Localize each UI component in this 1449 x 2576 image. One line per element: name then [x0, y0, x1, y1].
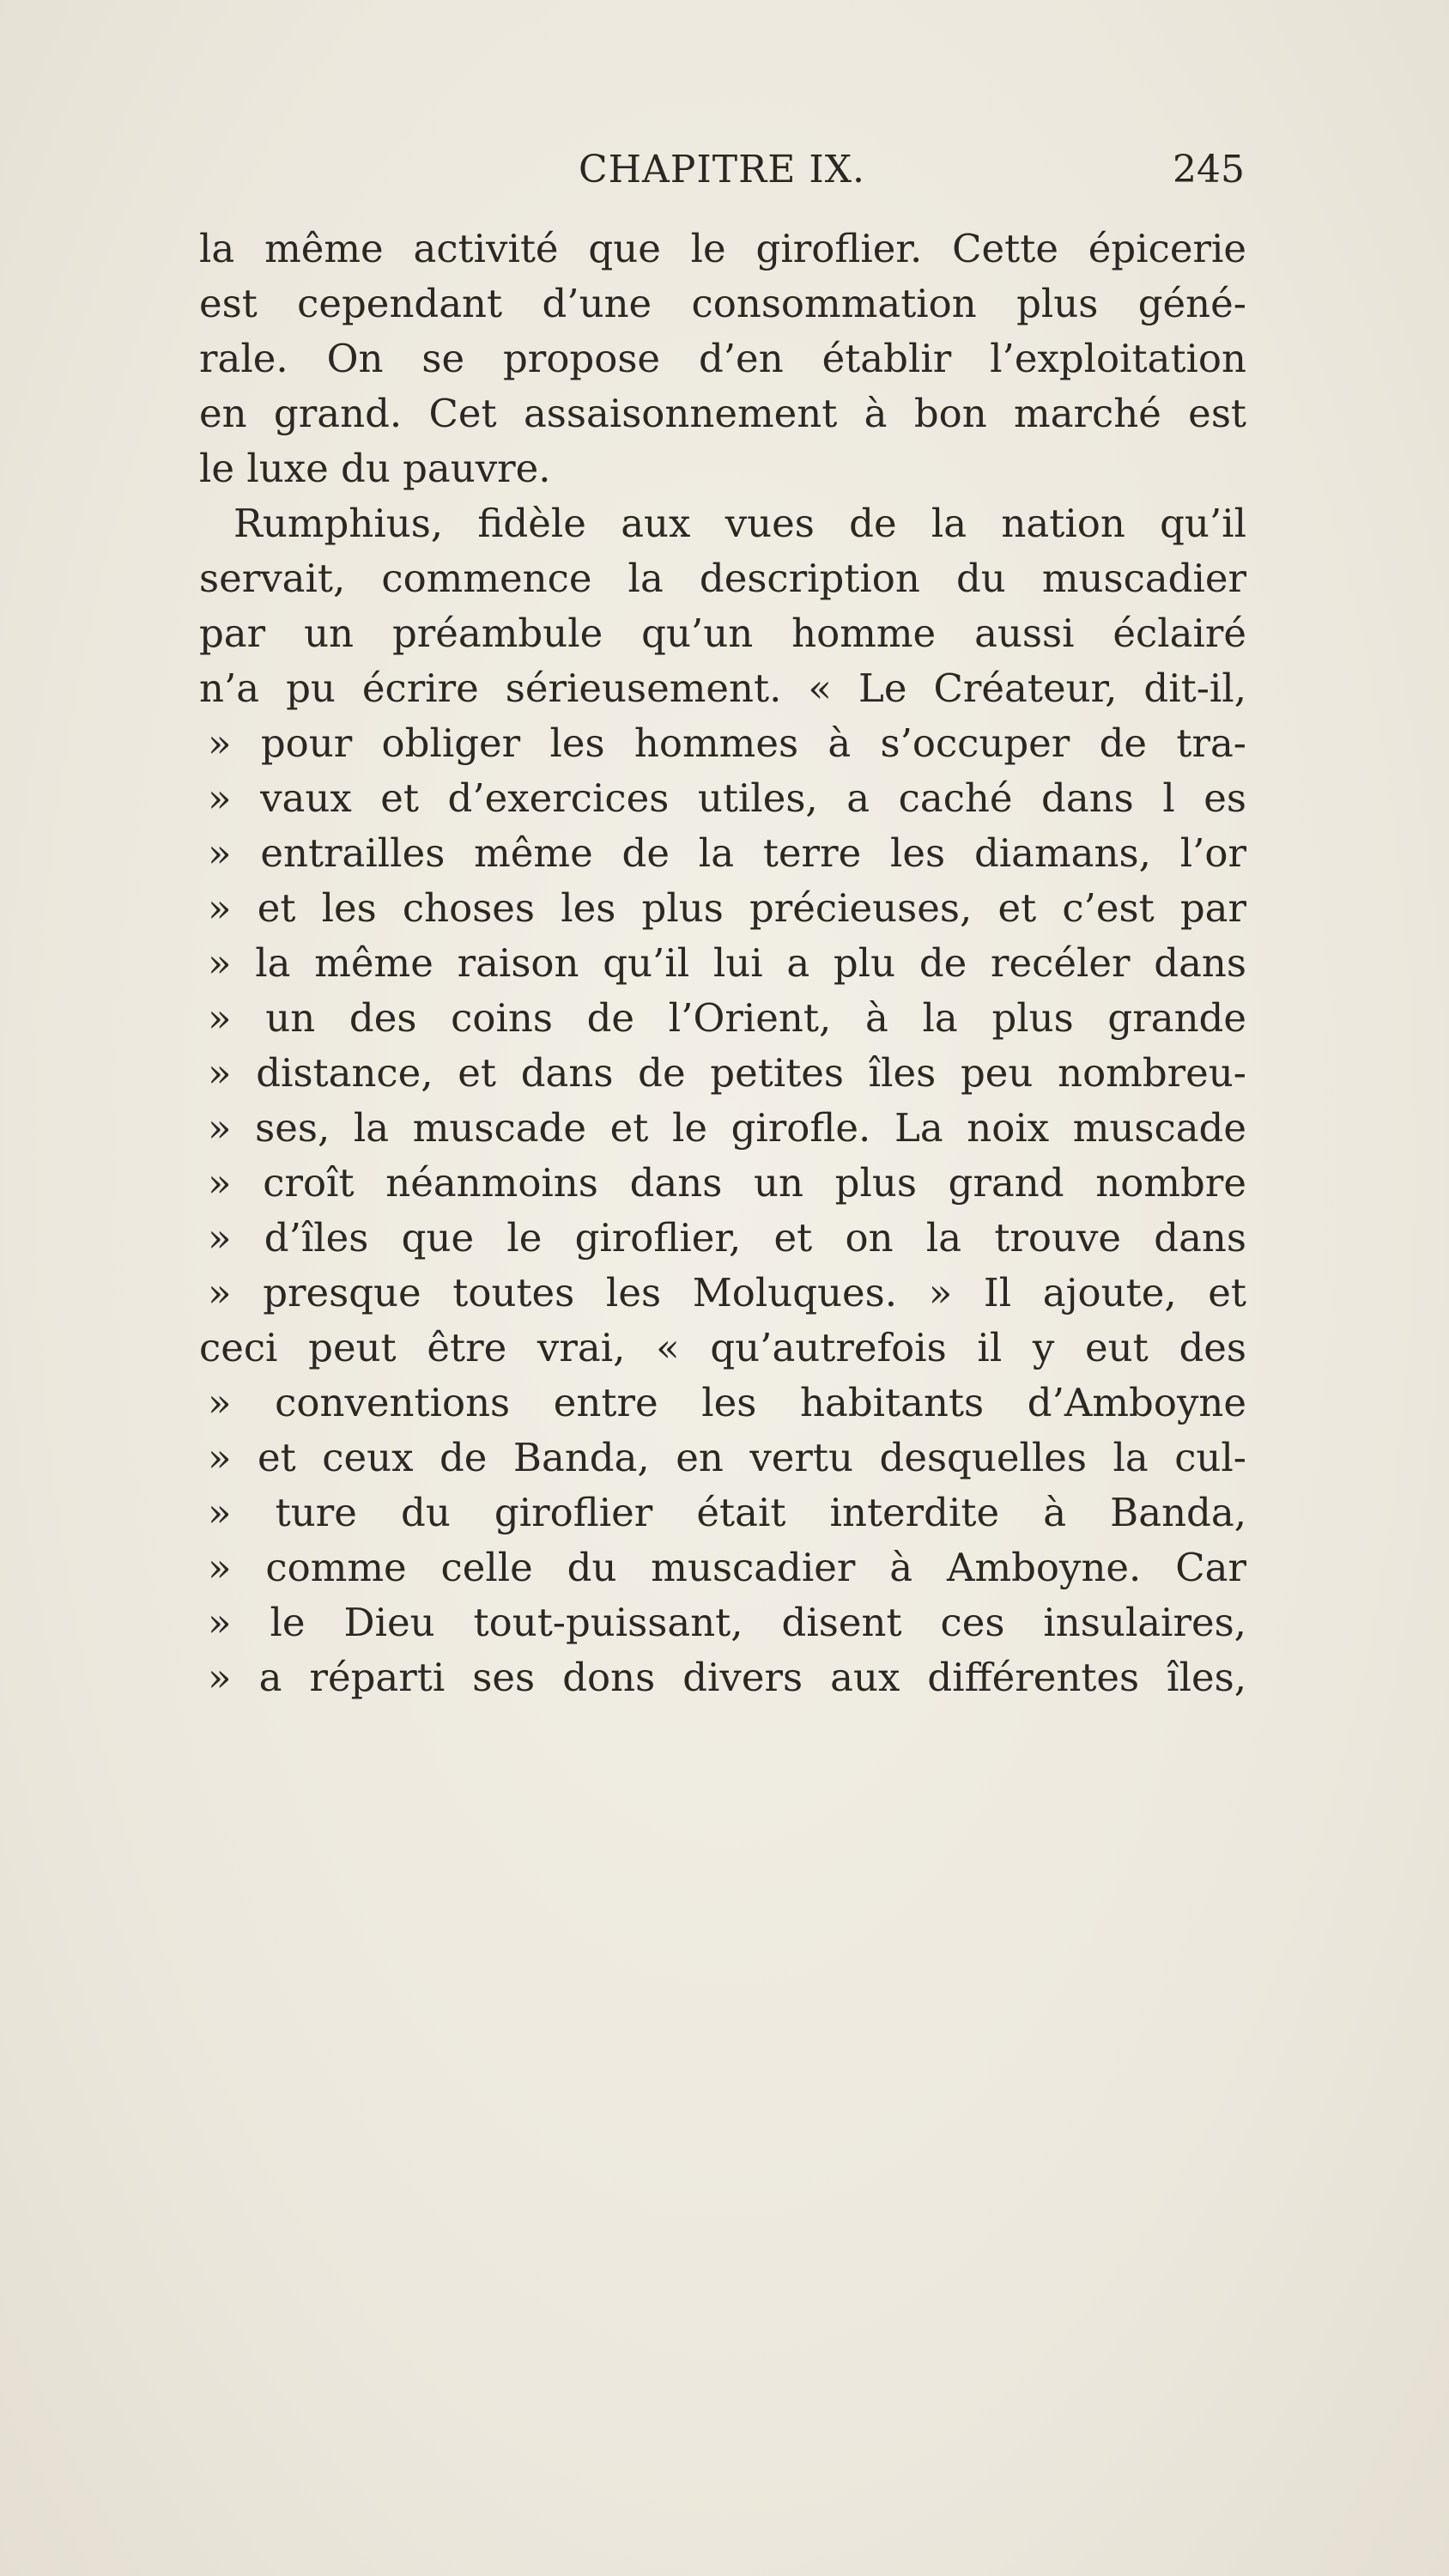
text-line: » presque toutes les Moluques. » Il ajoute, et [208, 1270, 1246, 1315]
text-line: » un des coins de l’Orient, à la plus grande [208, 995, 1246, 1041]
text-line: le luxe du pauvre. [199, 446, 551, 491]
text-line: rale. On se propose d’en établir l’exploitation [199, 336, 1246, 381]
text-line: est cependant d’une consommation plus géné- [199, 281, 1246, 326]
text-line: en grand. Cet assaisonnement à bon marché est [199, 391, 1246, 436]
text-line: » entrailles même de la terre les diamans, l’or [208, 830, 1246, 876]
text-line: » conventions entre les habitants d’Amboyne [208, 1380, 1246, 1425]
text-line: servait, commence la description du muscadier [199, 556, 1246, 601]
text-line: » la même raison qu’il lui a plu de recéler dans [208, 940, 1246, 986]
page-header [199, 148, 1245, 208]
text-line: » d’îles que le giroflier, et on la trouve dans [208, 1215, 1246, 1261]
text-line: la même activité que le giroflier. Cette épicerie [199, 226, 1246, 271]
text-line: » comme celle du muscadier à Amboyne. Car [208, 1545, 1246, 1590]
running-title: CHAPITRE IX. [578, 148, 866, 191]
text-line: » et les choses les plus précieuses, et c’est par [208, 885, 1246, 931]
text-line: par un préambule qu’un homme aussi éclairé [199, 611, 1246, 656]
text-line: » ses, la muscade et le girofle. La noix muscade [208, 1105, 1246, 1151]
text-line: n’a pu écrire sérieusement. « Le Créateur, dit-il, [199, 665, 1246, 711]
text-line: Rumphius, fidèle aux vues de la nation qu’il [233, 501, 1246, 546]
text-line: ceci peut être vrai, « qu’autrefois il y eut des [199, 1325, 1246, 1370]
text-line: » distance, et dans de petites îles peu nombreu- [208, 1050, 1246, 1096]
text-line: » et ceux de Banda, en vertu desquelles la cul- [208, 1435, 1246, 1480]
page-number: 245 [1173, 148, 1245, 191]
text-line: » pour obliger les hommes à s’occuper de tra- [208, 720, 1246, 766]
text-line: » croît néanmoins dans un plus grand nombre [208, 1160, 1246, 1206]
text-line: » a réparti ses dons divers aux différentes îles, [208, 1655, 1246, 1700]
text-line: » vaux et d’exercices utiles, a caché dans l es [208, 775, 1246, 821]
text-line: » le Dieu tout-puissant, disent ces insulaires, [208, 1600, 1246, 1645]
text-line: » ture du giroflier était interdite à Banda, [208, 1490, 1246, 1535]
body-text [199, 222, 1246, 1705]
